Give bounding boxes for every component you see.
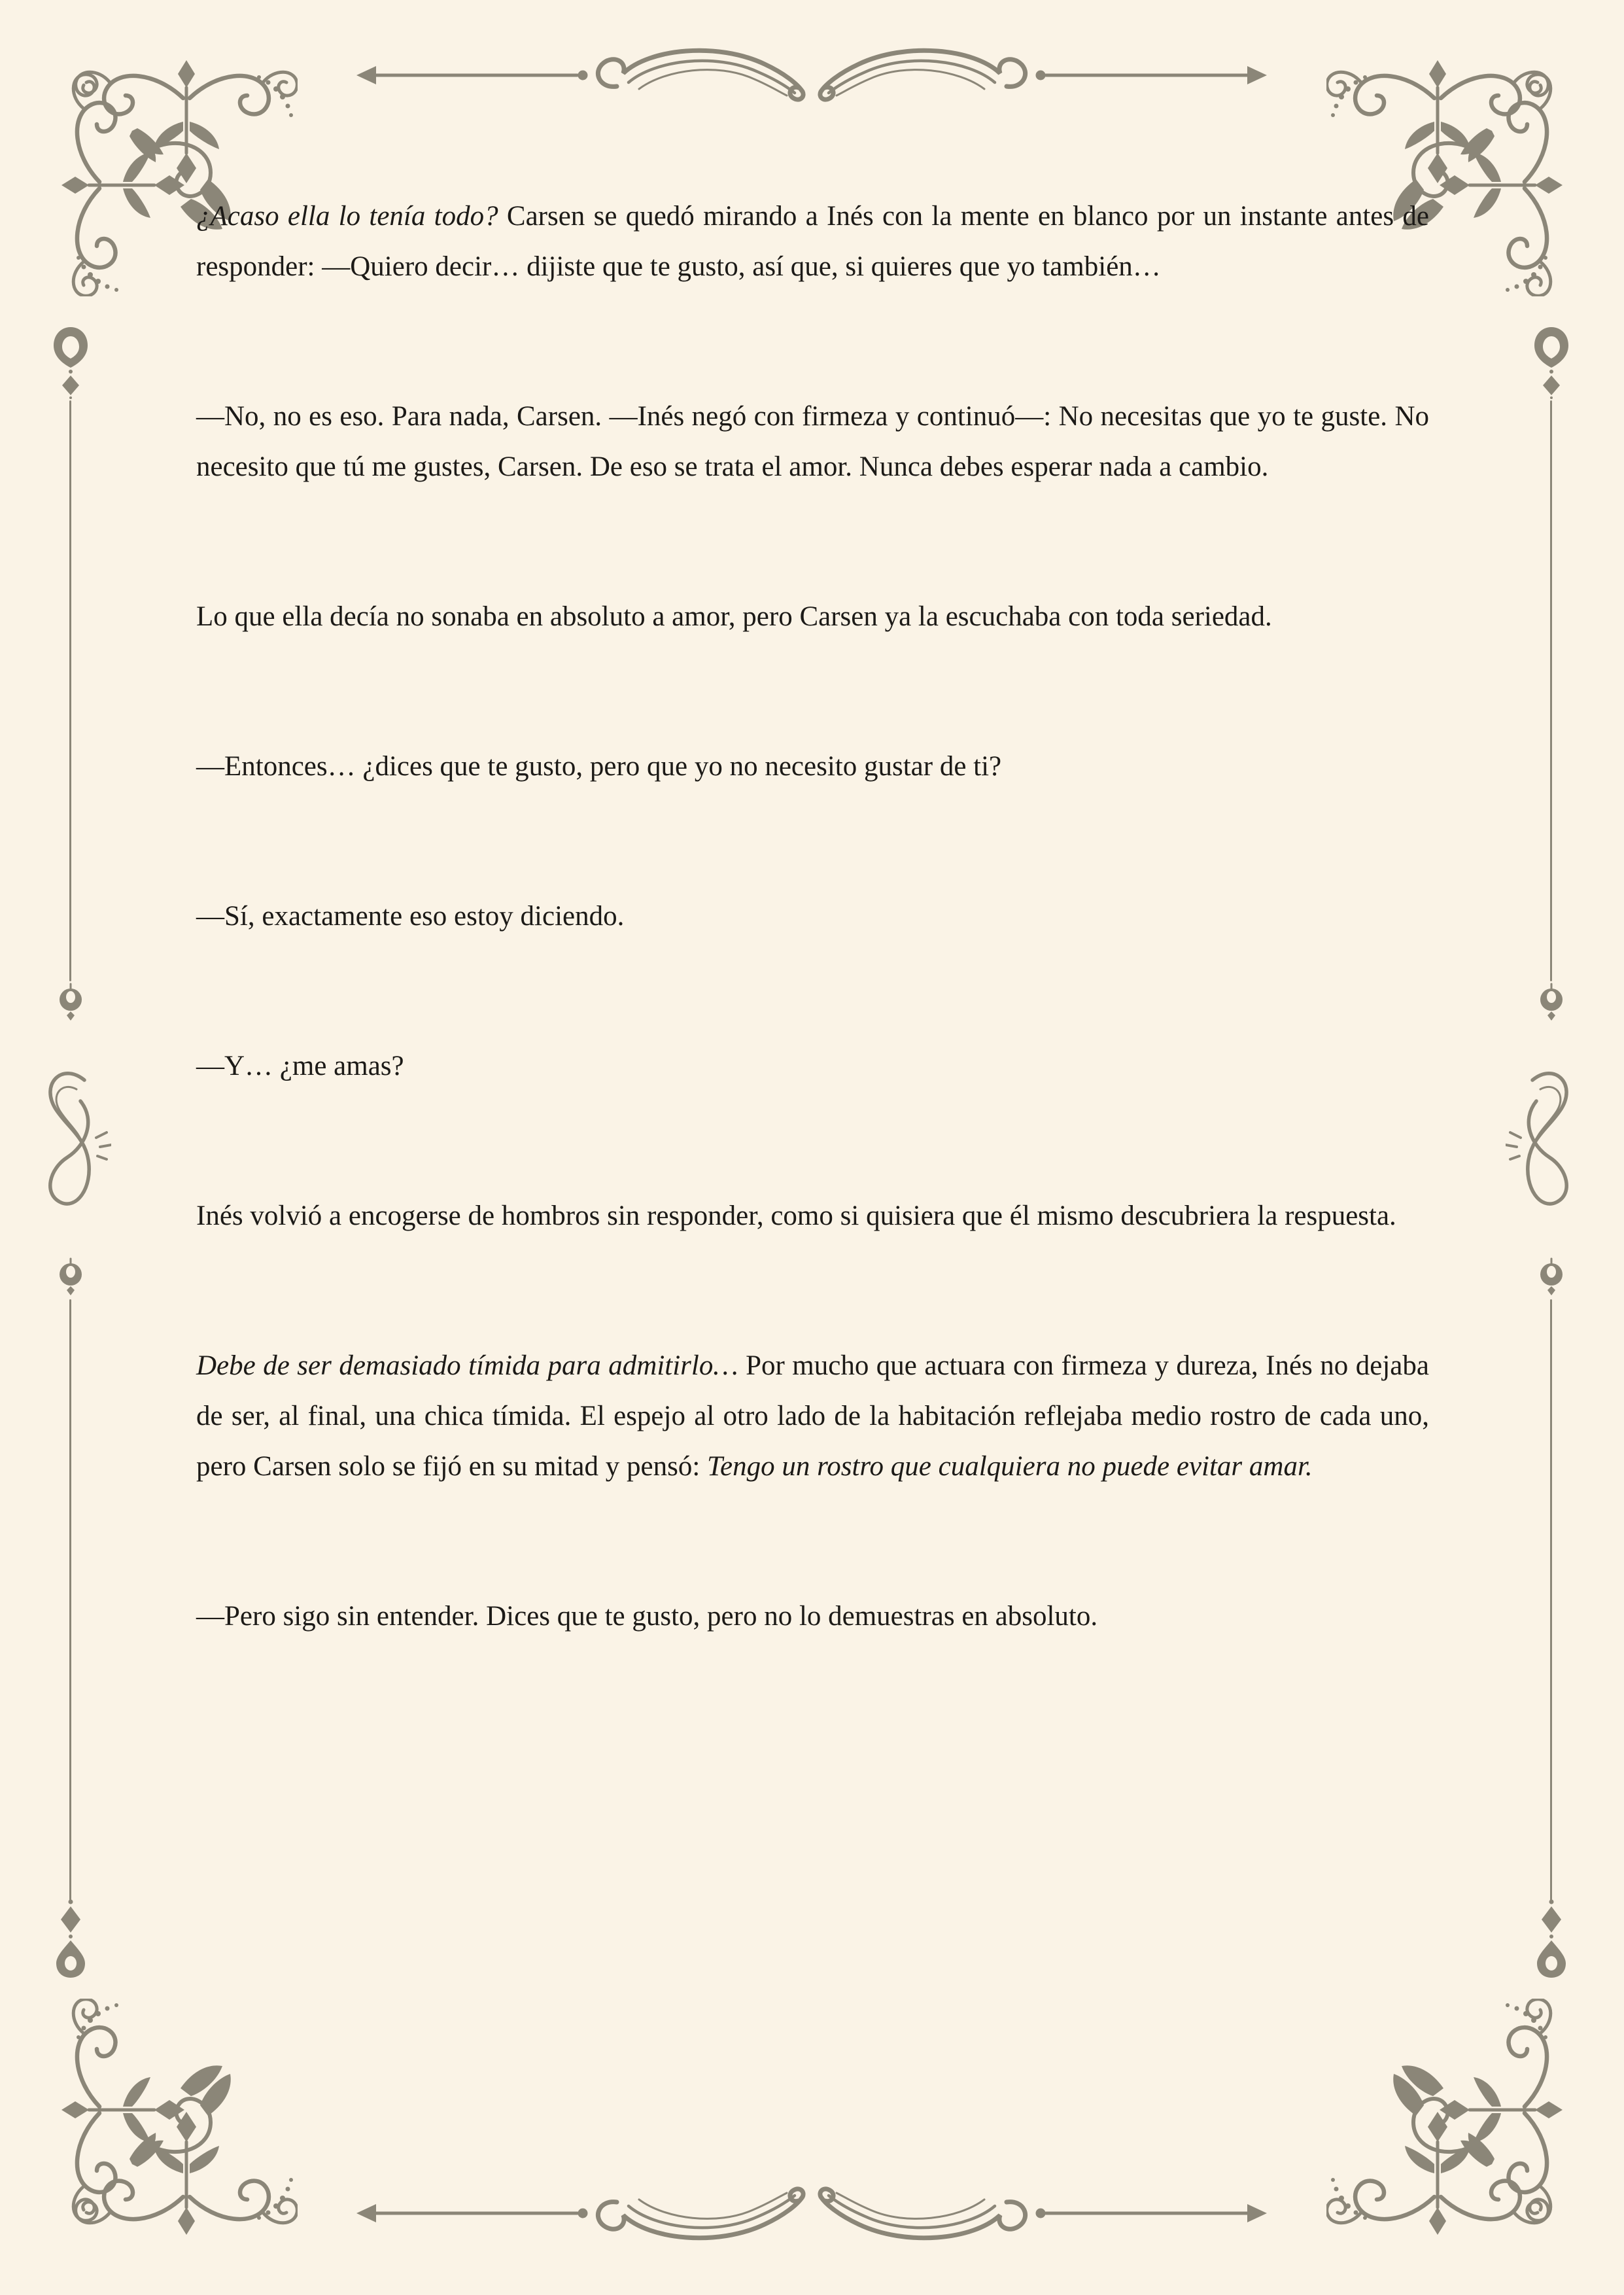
- paragraph: [196, 191, 1429, 292]
- top-divider-icon: [354, 46, 1270, 106]
- right-rail-orb-icon: [1537, 983, 1566, 1022]
- left-rail-pendant-icon: [51, 1899, 90, 1980]
- paragraph: [196, 891, 1429, 941]
- text-segment: —Entonces… ¿dices que te gusto, pero que yo no necesito gustar de ti?: [196, 751, 1002, 782]
- text-segment: Tengo un rostro que cualquiera no puede evitar amar.: [707, 1451, 1313, 1482]
- paragraph: [196, 591, 1429, 642]
- text-segment: Lo que ella decía no sonaba en absoluto a amor, pero Carsen ya la escuchaba con toda seriedad.: [196, 601, 1272, 632]
- right-rail-line-lower: [1550, 1299, 1552, 1901]
- text-segment: —Pero sigo sin entender. Dices que te gusto, pero no lo demuestras en absoluto.: [196, 1601, 1098, 1632]
- right-rail-orb2-icon: [1537, 1257, 1566, 1297]
- left-figure-eight-icon: [36, 1070, 111, 1227]
- left-rail-line-upper: [69, 400, 71, 981]
- right-figure-eight-icon: [1506, 1070, 1581, 1227]
- text-column: [196, 191, 1429, 1641]
- text-segment: —Y… ¿me amas?: [196, 1051, 404, 1081]
- left-rail-orb-icon: [56, 983, 85, 1022]
- paragraph: [196, 1191, 1429, 1241]
- paragraph: [196, 1591, 1429, 1641]
- paragraph: [196, 741, 1429, 792]
- text-segment: —No, no es eso. Para nada, Carsen. —Inés negó con firmeza y continuó—: No necesitas que yo te guste. No necesito que tú me gustes, Carsen. De eso se trata el amor. Nunca debes esperar nada a cambio.: [196, 401, 1429, 482]
- paragraph: [196, 1340, 1429, 1492]
- paragraph: [196, 391, 1429, 492]
- bottom-divider-icon: [354, 2182, 1270, 2243]
- left-rail-line-lower: [69, 1299, 71, 1901]
- corner-flourish-bottom-right-icon: [1326, 1999, 1565, 2237]
- text-segment: Por mucho que actuara con firmeza y dureza, Inés no dejaba de ser, al final, una chica tímida. El espejo al otro lado de la habitación reflejaba medio rostro de cada uno, pero Carsen solo se fijó en su mitad y pensó:: [196, 1350, 1429, 1482]
- text-segment: ¿Acaso ella lo tenía todo?: [196, 201, 507, 232]
- left-rail-orb2-icon: [56, 1257, 85, 1297]
- text-segment: Carsen se quedó mirando a Inés con la mente en blanco por un instante antes de responder: —Quiero decir… dijiste que te gusto, así que, si quieres que yo también…: [196, 201, 1430, 282]
- paragraph: [196, 1041, 1429, 1091]
- right-rail-line-upper: [1550, 400, 1552, 981]
- right-rail-pendant-icon: [1532, 1899, 1571, 1980]
- corner-flourish-bottom-left-icon: [59, 1999, 298, 2237]
- right-rail-top-finial-icon: [1532, 326, 1571, 399]
- text-segment: Debe de ser demasiado tímida para admitirlo…: [196, 1350, 746, 1381]
- text-segment: Inés volvió a encogerse de hombros sin responder, como si quisiera que él mismo descubriera la respuesta.: [196, 1200, 1396, 1231]
- text-segment: —Sí, exactamente eso estoy diciendo.: [196, 901, 625, 932]
- left-rail-top-finial-icon: [51, 326, 90, 399]
